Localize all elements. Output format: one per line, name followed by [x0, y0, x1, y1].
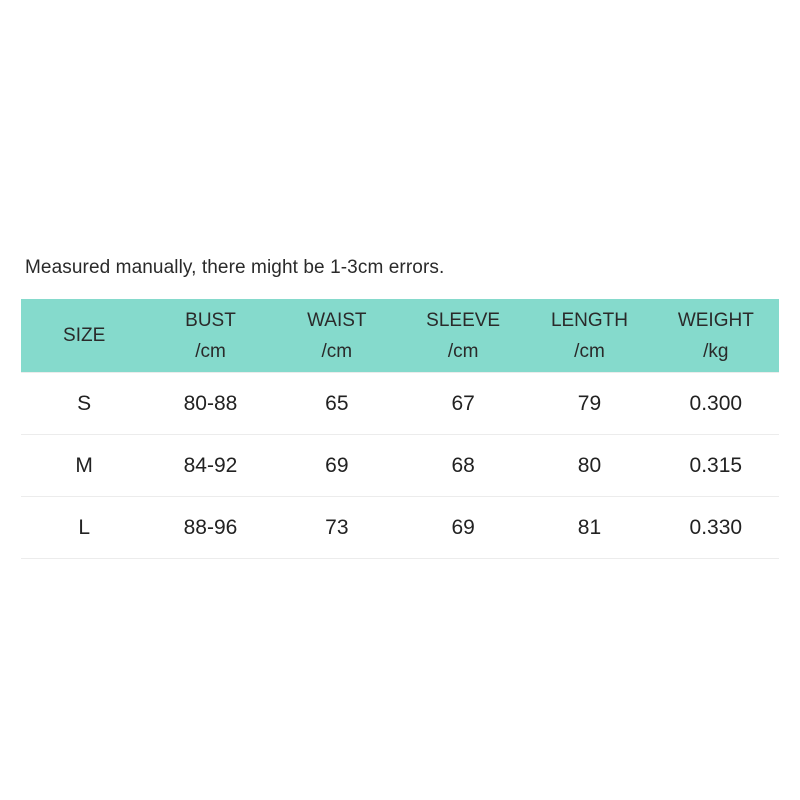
cell-waist: 65	[274, 373, 400, 435]
measurement-note: Measured manually, there might be 1-3cm errors.	[25, 257, 445, 278]
header-label: WAIST	[307, 309, 367, 331]
cell-sleeve: 68	[400, 435, 526, 497]
cell-waist: 73	[274, 497, 400, 559]
header-label: SIZE	[63, 325, 106, 346]
cell-length: 81	[526, 497, 652, 559]
cell-sleeve: 67	[400, 373, 526, 435]
cell-length: 79	[526, 373, 652, 435]
header-label: WEIGHT	[677, 309, 754, 331]
cell-bust: 80-88	[147, 373, 273, 435]
header-label: LENGTH	[550, 309, 629, 331]
cell-weight: 0.330	[653, 497, 779, 559]
header-label: BUST	[185, 309, 236, 331]
header-waist	[274, 299, 400, 373]
header-unit: /kg	[703, 340, 729, 362]
cell-sleeve: 69	[400, 497, 526, 559]
table-row	[21, 435, 779, 497]
header-unit: /cm	[447, 340, 479, 362]
header-weight	[653, 299, 779, 373]
cell-size: S	[21, 373, 147, 435]
header-length	[526, 299, 652, 373]
header-unit: /cm	[574, 340, 605, 362]
header-unit: /cm	[321, 340, 353, 362]
header-bust	[147, 299, 273, 373]
table-row	[21, 373, 779, 435]
cell-size: L	[21, 497, 147, 559]
cell-bust: 84-92	[147, 435, 273, 497]
cell-weight: 0.300	[653, 373, 779, 435]
header-label: SLEEVE	[426, 309, 501, 331]
header-size	[21, 299, 147, 373]
cell-weight: 0.315	[653, 435, 779, 497]
cell-size: M	[21, 435, 147, 497]
header-sleeve	[400, 299, 526, 373]
cell-bust: 88-96	[147, 497, 273, 559]
size-chart-table	[21, 299, 779, 559]
table-header-row	[21, 299, 779, 373]
table-row	[21, 497, 779, 559]
header-unit: /cm	[195, 340, 226, 362]
cell-length: 80	[526, 435, 652, 497]
cell-waist: 69	[274, 435, 400, 497]
